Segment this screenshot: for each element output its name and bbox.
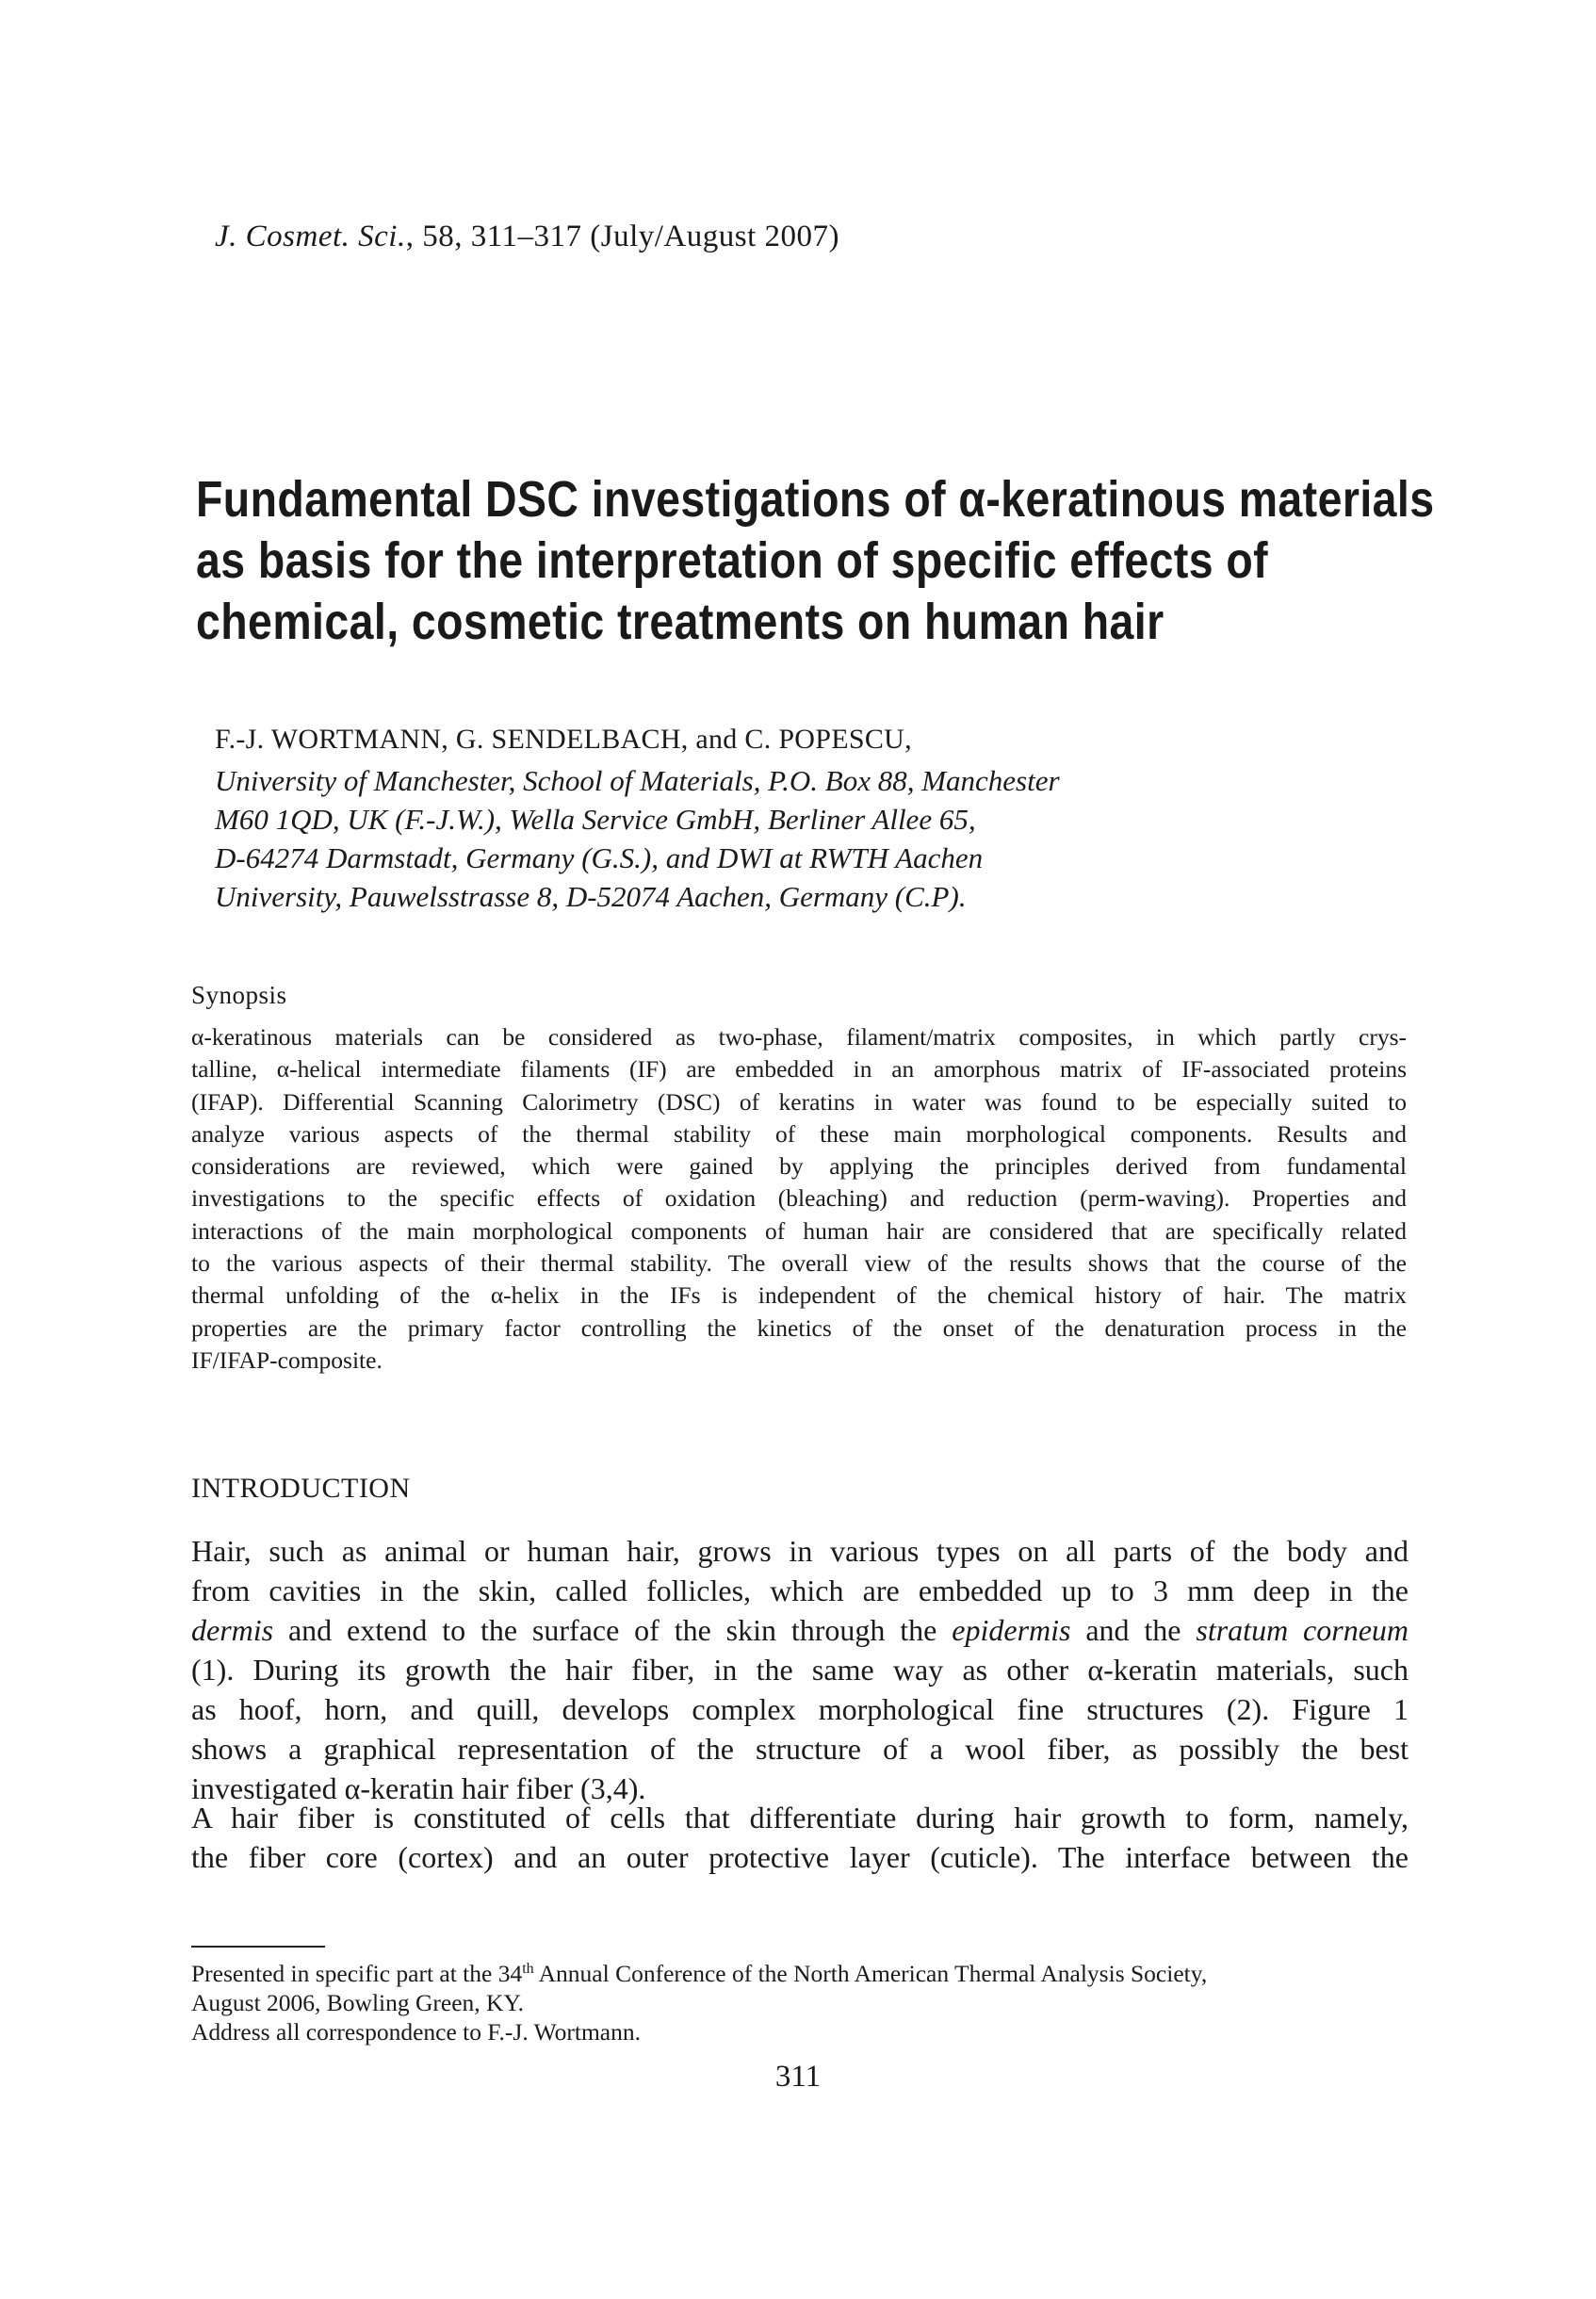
- footnote-line: August 2006, Bowling Green, KY.: [191, 1989, 524, 2016]
- synopsis-line: considerations are reviewed, which were gained by applying the principles derived from fundamental: [191, 1152, 1407, 1181]
- body-line: [191, 1610, 1409, 1650]
- title-line: Fundamental DSC investigations of α-keratinous materials: [196, 471, 1435, 528]
- author-list: F.-J. WORTMANN, G. SENDELBACH, and C. POPESCU,: [215, 724, 912, 755]
- body-line: as hoof, horn, and quill, develops complex morphological fine structures (2). Figure 1: [191, 1692, 1409, 1726]
- journal-reference: [215, 220, 839, 254]
- body-line: Hair, such as animal or human hair, grows in various types on all parts of the body and: [191, 1534, 1409, 1568]
- synopsis-line: properties are the primary factor controlling the kinetics of the onset of the denaturation process in the: [191, 1313, 1407, 1342]
- synopsis-line: α-keratinous materials can be considered as two-phase, filament/matrix composites, in which partly crys-: [191, 1023, 1407, 1051]
- synopsis-line: IF/IFAP-composite.: [191, 1345, 383, 1374]
- introduction-heading: INTRODUCTION: [191, 1473, 411, 1504]
- synopsis-line: to the various aspects of their thermal stability. The overall view of the results shows that the course of the: [191, 1249, 1407, 1278]
- footnote-divider: [191, 1946, 325, 1948]
- title-line: as basis for the interpretation of specific effects of: [196, 532, 1269, 589]
- affiliations: [215, 761, 1060, 916]
- term-epidermis: epidermis: [952, 1613, 1071, 1647]
- footnote-line: Address all correspondence to F.-J. Wortmann.: [191, 2018, 641, 2046]
- body-line: from cavities in the skin, called follicles, which are embedded up to 3 mm deep in the: [191, 1573, 1409, 1607]
- term-stratum-corneum: stratum corneum: [1196, 1613, 1409, 1647]
- footnote-text: Annual Conference of the North American Thermal Analysis Society,: [533, 1960, 1208, 1987]
- introduction-paragraph-2: [191, 1798, 1409, 1877]
- affiliation-line: D-64274 Darmstadt, Germany (G.S.), and DWI at RWTH Aachen: [215, 841, 984, 874]
- ordinal-suffix: th: [522, 1961, 534, 1977]
- synopsis-heading: Synopsis: [191, 981, 287, 1009]
- footnotes: [191, 1959, 1409, 2046]
- affiliation-line: M60 1QD, UK (F.-J.W.), Wella Service GmbH, Berliner Allee 65,: [215, 803, 976, 836]
- body-line: shows a graphical representation of the structure of a wool fiber, as possibly the best: [191, 1732, 1409, 1766]
- term-dermis: dermis: [191, 1613, 274, 1647]
- introduction-paragraph-1: [191, 1531, 1409, 1808]
- synopsis-line: interactions of the main morphological components of human hair are considered that are specifically related: [191, 1216, 1407, 1245]
- body-text: and extend to the surface of the skin through the: [273, 1613, 953, 1647]
- affiliation-line: University, Pauwelsstrasse 8, D-52074 Aachen, Germany (C.P).: [215, 880, 967, 913]
- footnote-text: Presented in specific part at the 34: [191, 1960, 523, 1987]
- volume-pages: , 58, 311–317 (July/August 2007): [405, 220, 839, 253]
- body-line: (1). During its growth the hair fiber, in the same way as other α-keratin materials, such: [191, 1653, 1409, 1687]
- journal-abbreviation: J. Cosmet. Sci.: [215, 220, 406, 253]
- body-text: and the: [1070, 1613, 1197, 1647]
- synopsis-line: analyze various aspects of the thermal stability of these main morphological components. Results and: [191, 1119, 1407, 1148]
- affiliation-line: University of Manchester, School of Materials, P.O. Box 88, Manchester: [215, 764, 1060, 797]
- body-line: investigated α-keratin hair fiber (3,4).: [191, 1771, 646, 1805]
- body-line: A hair fiber is constituted of cells that differentiate during hair growth to form, namely,: [191, 1801, 1409, 1834]
- synopsis-line: (IFAP). Differential Scanning Calorimetry (DSC) of keratins in water was found to be especially suited to: [191, 1087, 1407, 1116]
- title-line: chemical, cosmetic treatments on human hair: [196, 594, 1164, 650]
- article-title: [196, 469, 1435, 653]
- footnote-line: [191, 1959, 1409, 1988]
- synopsis-line: talline, α-helical intermediate filaments (IF) are embedded in an amorphous matrix of IF-associated proteins: [191, 1055, 1407, 1084]
- body-line: the fiber core (cortex) and an outer protective layer (cuticle). The interface between the: [191, 1840, 1409, 1874]
- synopsis-text: [191, 1021, 1407, 1377]
- synopsis-line: investigations to the specific effects of oxidation (bleaching) and reduction (perm-waving). Properties and: [191, 1184, 1407, 1213]
- synopsis-line: thermal unfolding of the α-helix in the IFs is independent of the chemical history of hair. The matrix: [191, 1281, 1407, 1310]
- page-number: 311: [774, 2060, 822, 2094]
